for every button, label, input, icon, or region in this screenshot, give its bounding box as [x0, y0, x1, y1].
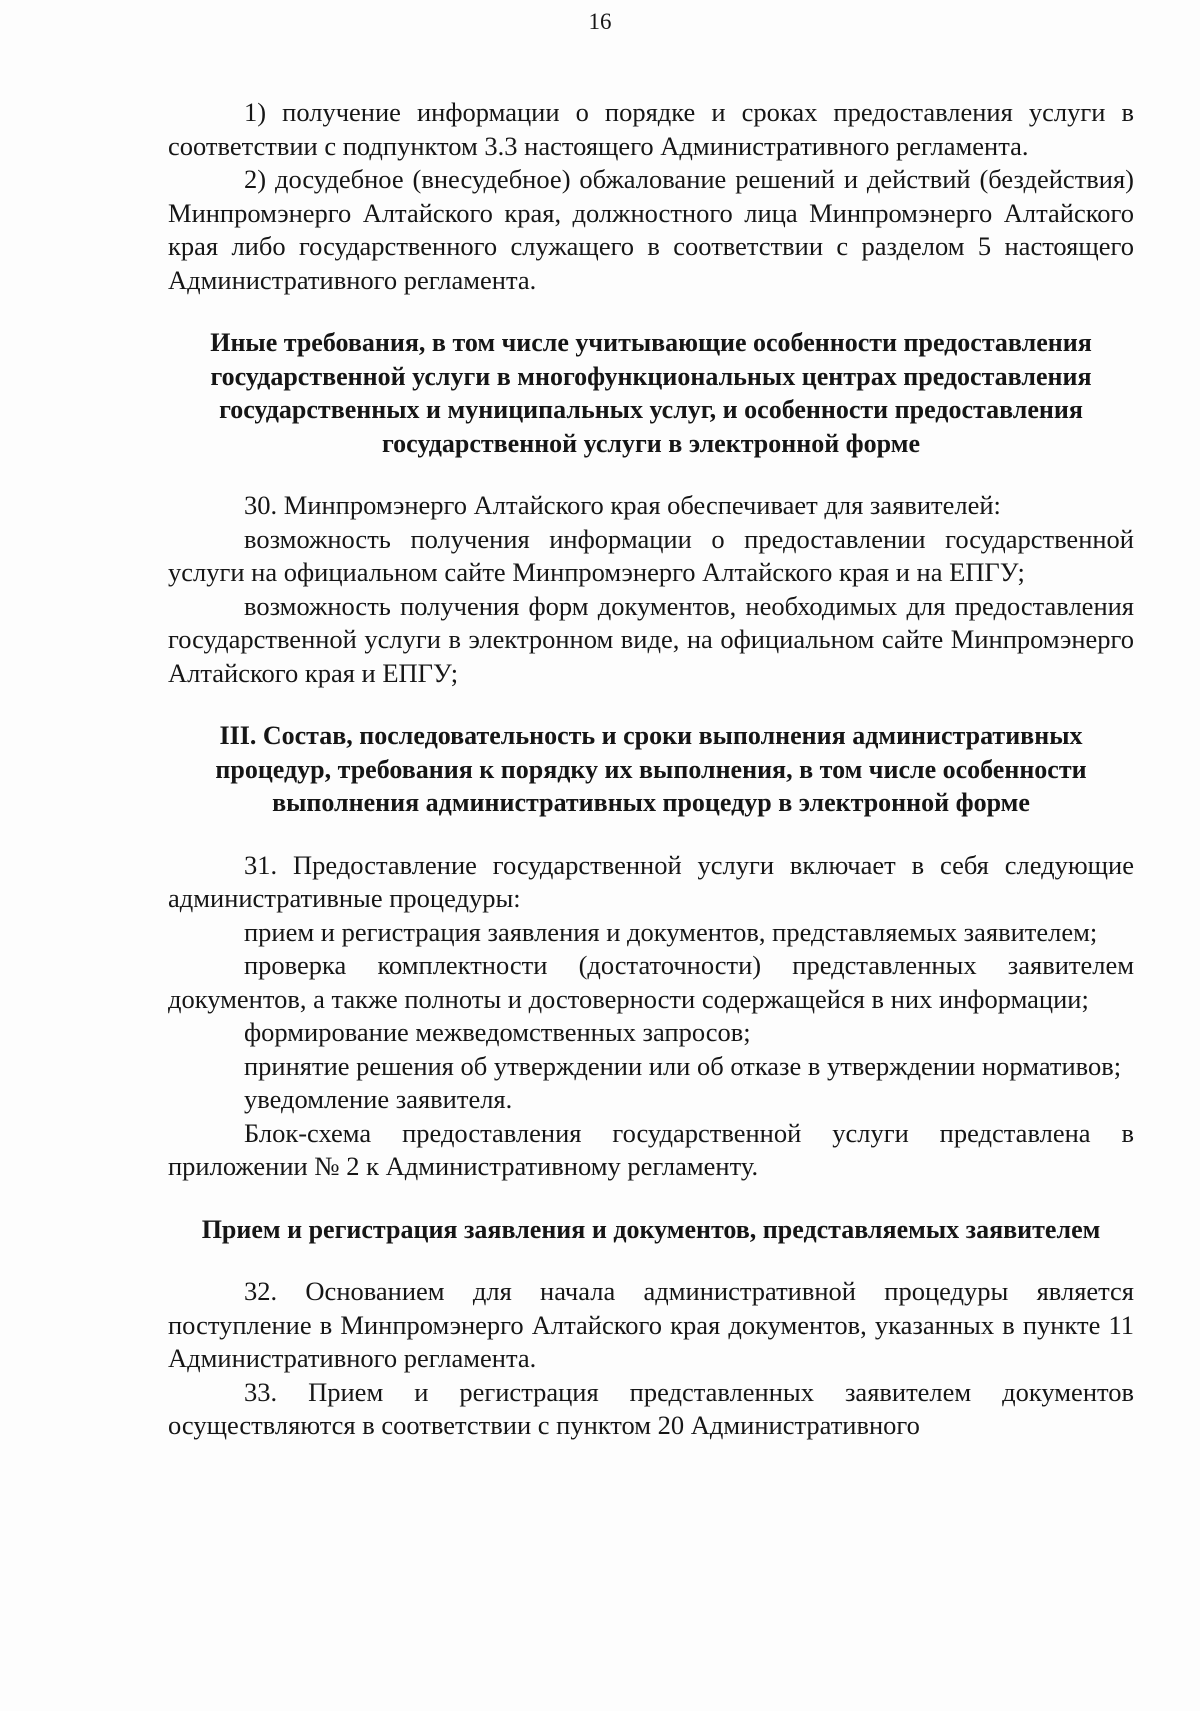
- page-number: 16: [588, 9, 612, 34]
- paragraph: уведомление заявителя.: [244, 1084, 513, 1114]
- paragraph: принятие решения об утверждении или об отказе в утверждении нормативов;: [244, 1050, 1122, 1081]
- paragraph: 1) получение информации о порядке и сроках предоставления услуги в соответствии с подпунктом 3.3 настоящего Административного регламента.: [168, 97, 1134, 161]
- section-heading: III. Состав, последовательность и сроки выполнения административных процедур, требования к порядку их выполнения, в том числе особенности выполнения административных процедур в электронной форме: [215, 721, 1087, 817]
- paragraph: 31. Предоставление государственной услуги включает в себя следующие административные процедуры:: [168, 849, 1134, 913]
- paragraph: 33. Прием и регистрация представленных заявителем документов осуществляются в соответствии с пунктом 20 Административного: [168, 1376, 1134, 1440]
- paragraph: прием и регистрация заявления и документов, представляемых заявителем;: [244, 916, 1098, 947]
- paragraph: проверка комплектности (достаточности) представленных заявителем документов, а также полноты и достоверности содержащейся в них информации;: [168, 950, 1134, 1014]
- paragraph: возможность получения информации о предоставлении государственной услуги на официальном сайте Минпромэнерго Алтайского края и на ЕПГУ;: [168, 523, 1134, 587]
- paragraph: 2) досудебное (внесудебное) обжалование решений и действий (бездействия) Минпромэнерго Алтайского края, должностного лица Минпромэнерго Алтайского края либо государственного служащего в соответствии с разделом 5 настоящего Административного регламента.: [168, 164, 1134, 295]
- section-heading: Прием и регистрация заявления и документов, представляемых заявителем: [201, 1214, 1101, 1244]
- paragraph: 30. Минпромэнерго Алтайского края обеспечивает для заявителей:: [244, 490, 1001, 520]
- paragraph: 32. Основанием для начала административной процедуры является поступление в Минпромэнерго Алтайского края документов, указанных в пункте 11 Административного регламента.: [168, 1276, 1134, 1373]
- paragraph: Блок-схема предоставления государственной услуги представлена в приложении № 2 к Административному регламенту.: [168, 1117, 1134, 1181]
- document-body: [168, 96, 1134, 1443]
- paragraph: возможность получения форм документов, необходимых для предоставления государственной услуги в электронном виде, на официальном сайте Минпромэнерго Алтайского края и ЕПГУ;: [168, 590, 1134, 688]
- section-heading: Иные требования, в том числе учитывающие особенности предоставления государственной услуги в многофункциональных центрах предоставления государственных и муниципальных услуг, и особенности предоставления государственной услуги в электронной форме: [210, 328, 1092, 458]
- paragraph: формирование межведомственных запросов;: [244, 1017, 751, 1047]
